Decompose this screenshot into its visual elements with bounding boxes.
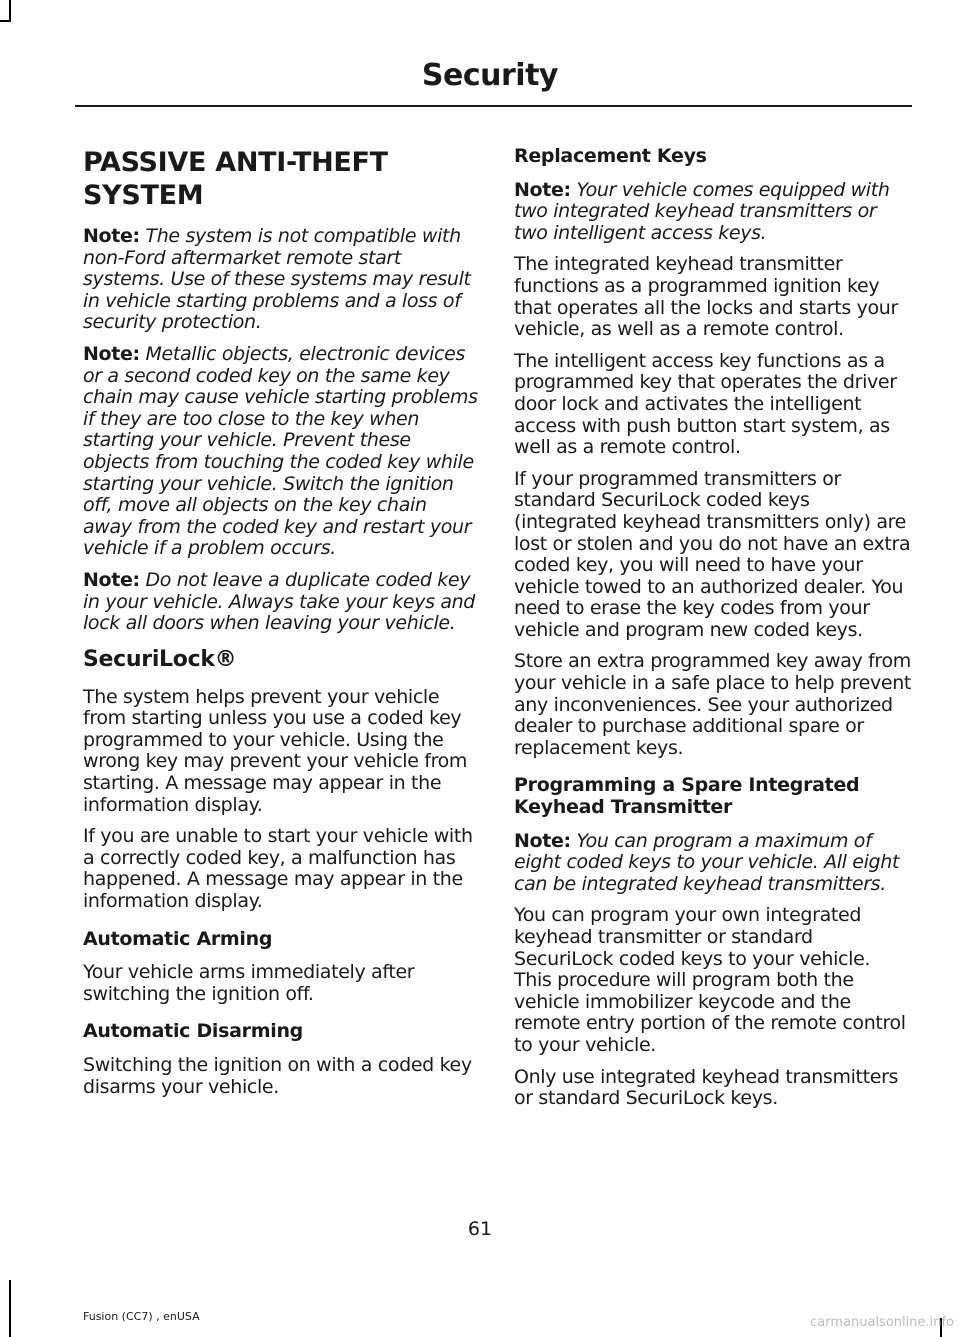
crop-mark xyxy=(0,20,11,22)
note xyxy=(514,831,912,896)
paragraph: The system helps prevent your vehicle from starting unless you use a coded key programmed to your vehicle. Using the wrong key may prevent your vehicle from starting. A message may appear in the information display. xyxy=(83,685,468,816)
left-column xyxy=(83,140,478,1108)
note-label: Note: xyxy=(514,178,571,201)
paragraph: If you are unable to start your vehicle with a correctly coded key, a malfunction has happened. A message may appear in the information display. xyxy=(83,825,473,913)
note xyxy=(83,344,478,560)
paragraph: Your vehicle arms immediately after switching the ignition off. xyxy=(83,961,415,1005)
note-label: Note: xyxy=(514,829,571,852)
section-heading: PASSIVE ANTI-THEFT SYSTEM xyxy=(83,147,388,211)
note-text: Your vehicle comes equipped with two integrated keyhead transmitters or two intelligent access keys. xyxy=(514,178,890,244)
note-label: Note: xyxy=(83,568,140,591)
topic-heading: Automatic Disarming xyxy=(83,1020,303,1043)
note-text: You can program a maximum of eight coded keys to your vehicle. All eight can be integrated keyhead transmitters. xyxy=(514,829,900,895)
paragraph: If your programmed transmitters or standard SecuriLock coded keys (integrated keyhead transmitters only) are lost or stolen and you do not have an extra coded key, you will need to have your vehicle towed to an authorized dealer. You need to erase the key codes from your vehicle and program new coded keys. xyxy=(514,467,911,641)
right-column xyxy=(514,146,912,1120)
subsection-heading: SecuriLock® xyxy=(83,646,237,672)
topic-heading: Automatic Arming xyxy=(83,927,273,950)
topic-heading: Replacement Keys xyxy=(514,145,707,167)
note xyxy=(83,226,478,334)
crop-mark xyxy=(9,0,11,22)
note-label: Note: xyxy=(83,342,140,365)
watermark: carmanualsonline.info xyxy=(810,1315,954,1330)
header-divider xyxy=(75,105,912,107)
page-header-title: Security xyxy=(421,58,558,93)
note-text: Do not leave a duplicate coded key in your vehicle. Always take your keys and lock all doors when leaving your vehicle. xyxy=(83,568,476,635)
paragraph: The intelligent access key functions as a programmed key that operates the driver door lock and activates the intelligent access with push button start system, as well as a remote control. xyxy=(514,349,897,459)
paragraph: The integrated keyhead transmitter functions as a programmed ignition key that operates all the locks and starts your vehicle, as well as a remote control. xyxy=(514,253,898,341)
paragraph: Store an extra programmed key away from your vehicle in a safe place to help prevent any inconveniences. See your authorized dealer to purchase additional spare or replacement keys. xyxy=(514,650,912,759)
paragraph: Switching the ignition on with a coded key disarms your vehicle. xyxy=(83,1054,472,1098)
crop-mark xyxy=(9,1280,11,1337)
note-text: Metallic objects, electronic devices or a second coded key on the same key chain may cause vehicle starting problems if they are too close to the key when starting your vehicle. Prevent these objects from touching the coded key while starting your vehicle. Switch the ignition off, move all objects on the key chain away from the coded key and restart your vehicle if a problem occurs. xyxy=(83,342,478,560)
note-text: The system is not compatible with non-Ford aftermarket remote start systems. Use of these systems may result in vehicle starting problems and a loss of security protection. xyxy=(83,225,471,334)
note xyxy=(514,180,912,245)
topic-heading: Programming a Spare Integrated Keyhead Transmitter xyxy=(514,774,860,819)
note xyxy=(83,570,478,635)
footer-model: Fusion (CC7) , enUSA xyxy=(83,1310,200,1323)
page-number: 61 xyxy=(467,1218,493,1240)
paragraph: You can program your own integrated keyhead transmitter or standard SecuriLock coded keys to your vehicle. This procedure will program both the vehicle immobilizer keycode and the remote entry portion of the remote control to your vehicle. xyxy=(514,904,906,1056)
note-label: Note: xyxy=(83,225,140,247)
paragraph: Only use integrated keyhead transmitters or standard SecuriLock keys. xyxy=(514,1065,899,1110)
